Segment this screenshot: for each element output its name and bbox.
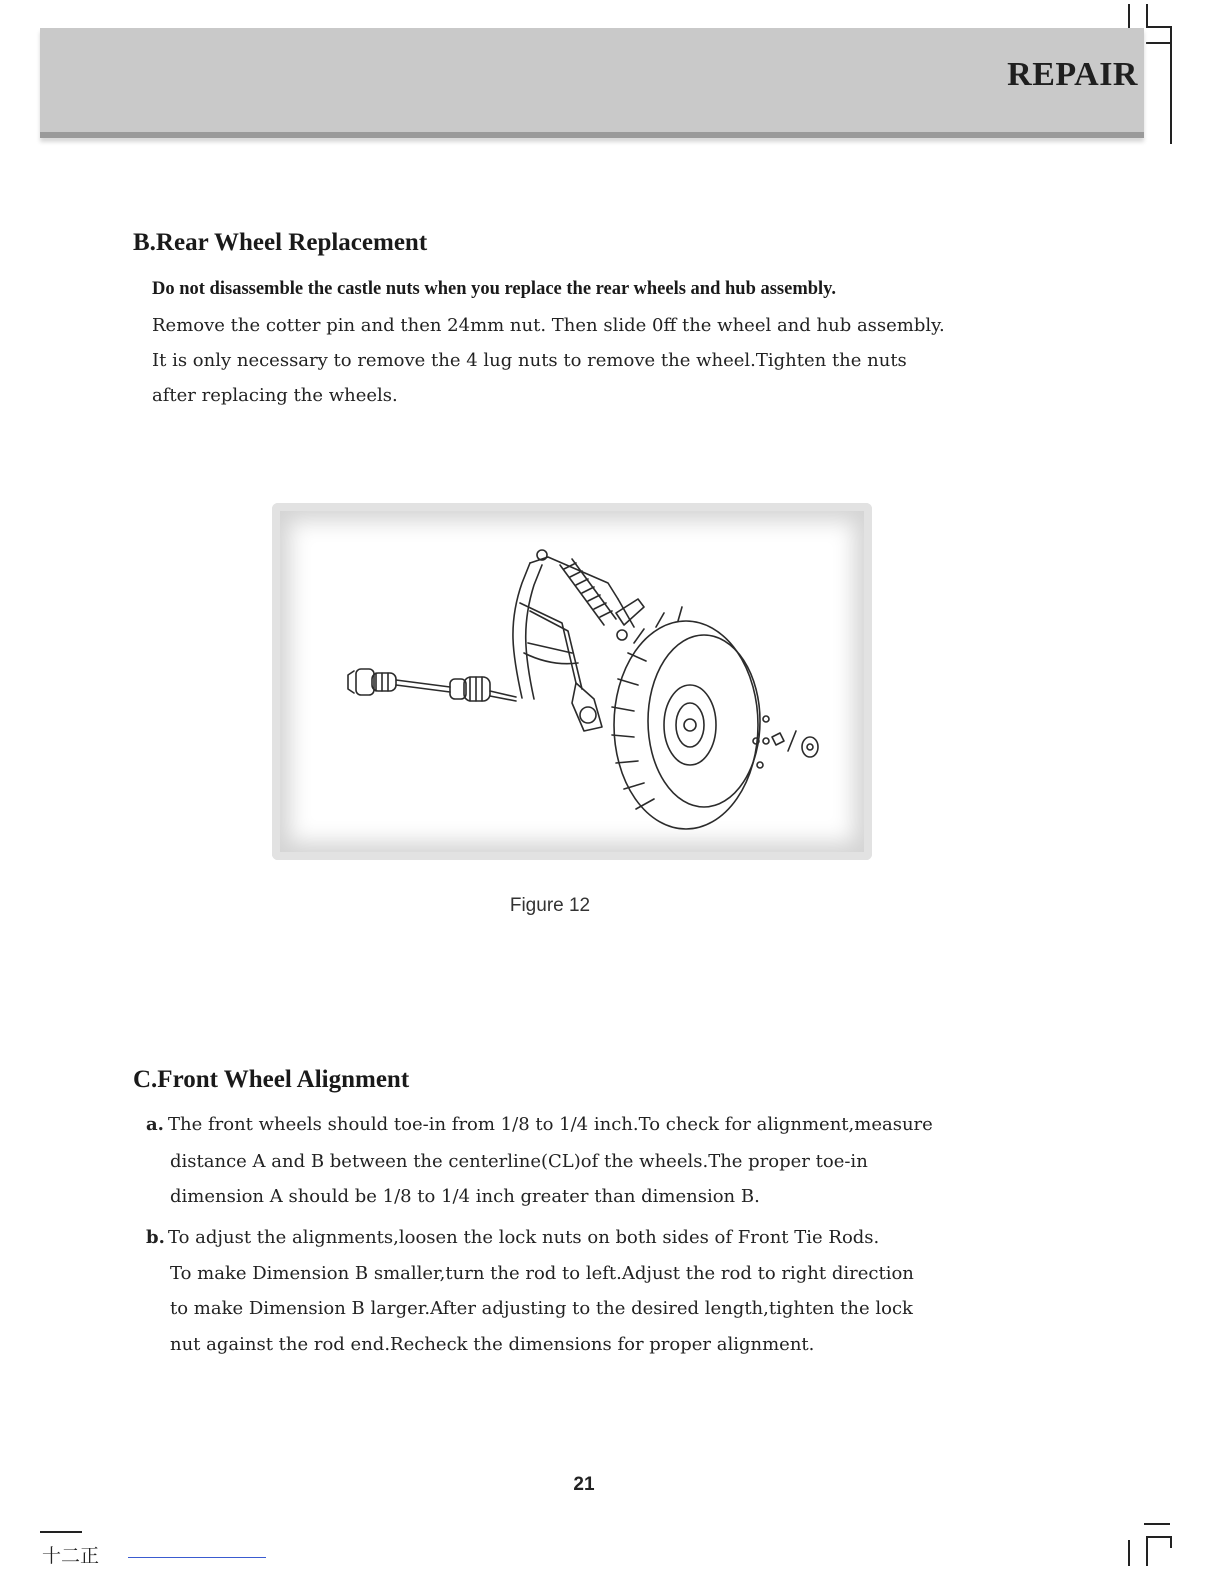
footer-rule (128, 1557, 266, 1558)
header-title: REPAIR (1007, 56, 1138, 93)
crop-mark (1146, 1536, 1170, 1538)
item-line: To adjust the alignments,loosen the lock nuts on both sides of Front Tie Rods. (168, 1227, 880, 1248)
hardware (753, 716, 818, 768)
footer-code: 十二正 (42, 1545, 100, 1567)
item-line: nut against the rod end.Recheck the dimensions for proper alignment. (170, 1334, 815, 1355)
section-b-warning: Do not disassemble the castle nuts when you replace the rear wheels and hub assembly. (152, 279, 837, 299)
header-band (40, 28, 1144, 138)
drive-axle (348, 669, 516, 701)
item-line: to make Dimension B larger.After adjusting to the desired length,tighten the lock (170, 1298, 913, 1319)
section-b-line: after replacing the wheels. (152, 385, 398, 406)
item-marker: a. (146, 1114, 164, 1135)
crop-mark (1146, 4, 1148, 28)
item-line: The front wheels should toe-in from 1/8 to 1/4 inch.To check for alignment,measure (168, 1114, 933, 1135)
crop-mark (1146, 1536, 1148, 1566)
rear-wheel-assembly-illustration (272, 503, 872, 860)
crop-mark (1170, 26, 1172, 144)
section-c-heading: C.Front Wheel Alignment (133, 1066, 410, 1093)
crop-mark (40, 1531, 82, 1533)
item-line: To make Dimension B smaller,turn the rod to left.Adjust the rod to right direction (170, 1263, 914, 1284)
crop-mark (1146, 42, 1172, 44)
item-line: dimension A should be 1/8 to 1/4 inch greater than dimension B. (170, 1186, 760, 1207)
figure-caption: Figure 12 (509, 895, 591, 916)
crop-mark (1128, 4, 1130, 28)
section-b-line: It is only necessary to remove the 4 lug nuts to remove the wheel.Tighten the nuts (152, 350, 907, 371)
tire (612, 607, 760, 829)
page-number: 21 (573, 1474, 595, 1495)
crop-mark (1170, 1536, 1172, 1548)
item-marker: b. (146, 1227, 165, 1248)
section-b-heading: B.Rear Wheel Replacement (133, 229, 428, 256)
section-b-line: Remove the cotter pin and then 24mm nut. Then slide 0ff the wheel and hub assembly. (152, 315, 945, 336)
crop-mark (1128, 1540, 1130, 1566)
shock-absorber (560, 559, 644, 625)
item-line: distance A and B between the centerline(CL)of the wheels.The proper toe-in (170, 1151, 868, 1172)
crop-mark (1144, 1523, 1170, 1525)
crop-mark (1146, 26, 1172, 28)
